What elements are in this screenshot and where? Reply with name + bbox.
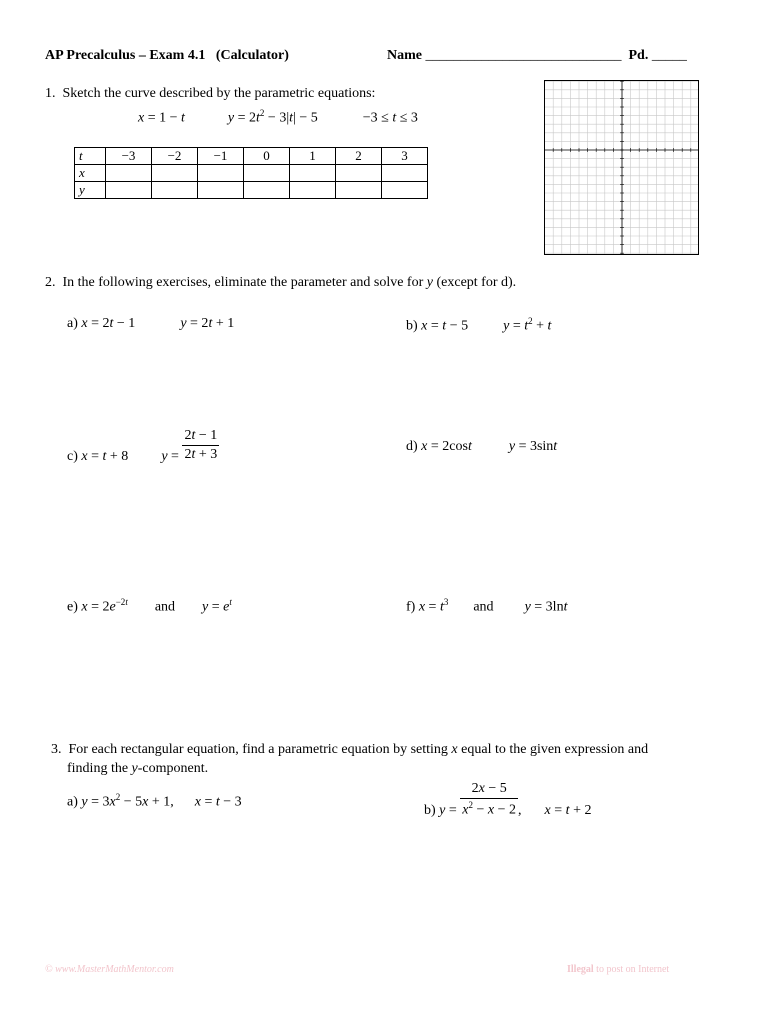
grid-lines (544, 80, 699, 255)
q1-table (74, 147, 428, 199)
copyright-footer (45, 964, 174, 975)
q2-prompt-text: In the following exercises, eliminate the parameter and solve for (62, 275, 424, 290)
q3-prompt-text-4: -component. (137, 761, 209, 776)
y-cell[interactable] (244, 182, 290, 199)
t-value: −2 (152, 148, 198, 165)
q3-prompt-text-3: finding the (67, 761, 129, 776)
q3-number: 3. (51, 742, 62, 757)
period-label: Pd. (628, 48, 649, 63)
y-cell[interactable] (290, 182, 336, 199)
name-label: Name (387, 48, 422, 63)
q3-prompt-text: For each rectangular equation, find a parametric equation by setting (68, 742, 448, 757)
y-cell[interactable] (336, 182, 382, 199)
value-table (74, 147, 428, 199)
q2-part-b: b) x = t − 5 $y = t^2 + t$ (406, 316, 552, 334)
t-value: 3 (382, 148, 428, 165)
x-cell[interactable] (152, 165, 198, 182)
part-label: c) (67, 448, 78, 464)
x-cell[interactable] (244, 165, 290, 182)
q2-part-c: c) x = t + 8 y = $\frac{2t - 1}{2t + 3}$ (67, 428, 218, 464)
t-value: 2 (336, 148, 382, 165)
t-value: −1 (198, 148, 244, 165)
y-cell[interactable] (152, 182, 198, 199)
fraction: $\frac{2t - 1}{2t + 3}$ (184, 428, 218, 462)
x-cell[interactable] (106, 165, 152, 182)
grid-border (545, 81, 699, 255)
t-row-label: t (75, 148, 106, 165)
part-label: a) (67, 794, 78, 810)
and-word: and (154, 599, 176, 615)
and-word: and (473, 599, 494, 615)
q3-part-b: b) y = $\frac{2x - 5}{x^2 - x - 2}$ , x = t + 2 (424, 781, 592, 819)
exam-title (45, 48, 289, 64)
table-row (75, 165, 428, 182)
name-blank: ____________________________ (425, 48, 622, 63)
q2-prompt (45, 275, 516, 291)
q2-part-d: d) x = 2cost y = 3sint (406, 439, 558, 454)
x-cell[interactable] (382, 165, 428, 182)
q1-prompt (45, 86, 375, 102)
part-label: d) (406, 439, 418, 454)
x-cell[interactable] (198, 165, 244, 182)
part-label: b) (406, 318, 418, 334)
fraction: $\frac{2x - 5}{x^2 - x - 2}$ (462, 781, 517, 818)
period-blank: _____ (651, 48, 687, 63)
y-cell[interactable] (382, 182, 428, 199)
illegal-bold-text: Illegal (567, 964, 594, 975)
part-label: e) (67, 599, 78, 615)
part-label: b) (424, 803, 436, 819)
table-row (75, 182, 428, 199)
q2-prompt-var: y (426, 275, 433, 290)
copyright-text: © www.MasterMathMentor.com (45, 964, 174, 975)
q2-part-e: e) $x = 2e^{-2t}$ and $y = e^t$ (67, 597, 232, 615)
q1-number: 1. (45, 86, 56, 101)
t-value: 0 (244, 148, 290, 165)
name-field (387, 48, 687, 64)
y-cell[interactable] (106, 182, 152, 199)
q2-number: 2. (45, 275, 56, 290)
t-value: 1 (290, 148, 336, 165)
t-value: −3 (106, 148, 152, 165)
x-row-label: x (75, 165, 106, 182)
q2-prompt-text-end: (except for d). (436, 275, 517, 290)
q2-part-f: f) $x = t^3$ and y = 3lnt (406, 597, 568, 615)
x-cell[interactable] (336, 165, 382, 182)
subtitle-text: (Calculator) (215, 48, 289, 63)
part-label: a) (67, 316, 78, 331)
title-text: AP Precalculus – Exam 4.1 (45, 48, 206, 63)
q3-prompt-line2 (67, 761, 208, 777)
coordinate-grid (544, 80, 699, 255)
q3-prompt-var-y: y (131, 761, 138, 776)
q3-part-a: a) $y = 3x^2 - 5x + 1$, x = t − 3 (67, 792, 242, 810)
q3-prompt-line1 (51, 742, 648, 758)
q3-prompt-var-x: x (451, 742, 458, 757)
q2-part-a: a) x = 2t − 1 y = 2t + 1 (67, 316, 235, 331)
x-cell[interactable] (290, 165, 336, 182)
q1-equations: x = 1 − t $y = 2t^2 - 3|t| - 5 -3 \le t \le 3$ (138, 108, 418, 126)
part-label: f) (406, 599, 416, 615)
table-row (75, 148, 428, 165)
q3-prompt-text-2: equal to the given expression and (461, 742, 649, 757)
illegal-footer (567, 964, 669, 975)
y-row-label: y (75, 182, 106, 199)
y-cell[interactable] (198, 182, 244, 199)
illegal-rest-text: to post on Internet (596, 964, 670, 975)
q1-prompt-text: Sketch the curve described by the parametric equations: (62, 86, 376, 101)
